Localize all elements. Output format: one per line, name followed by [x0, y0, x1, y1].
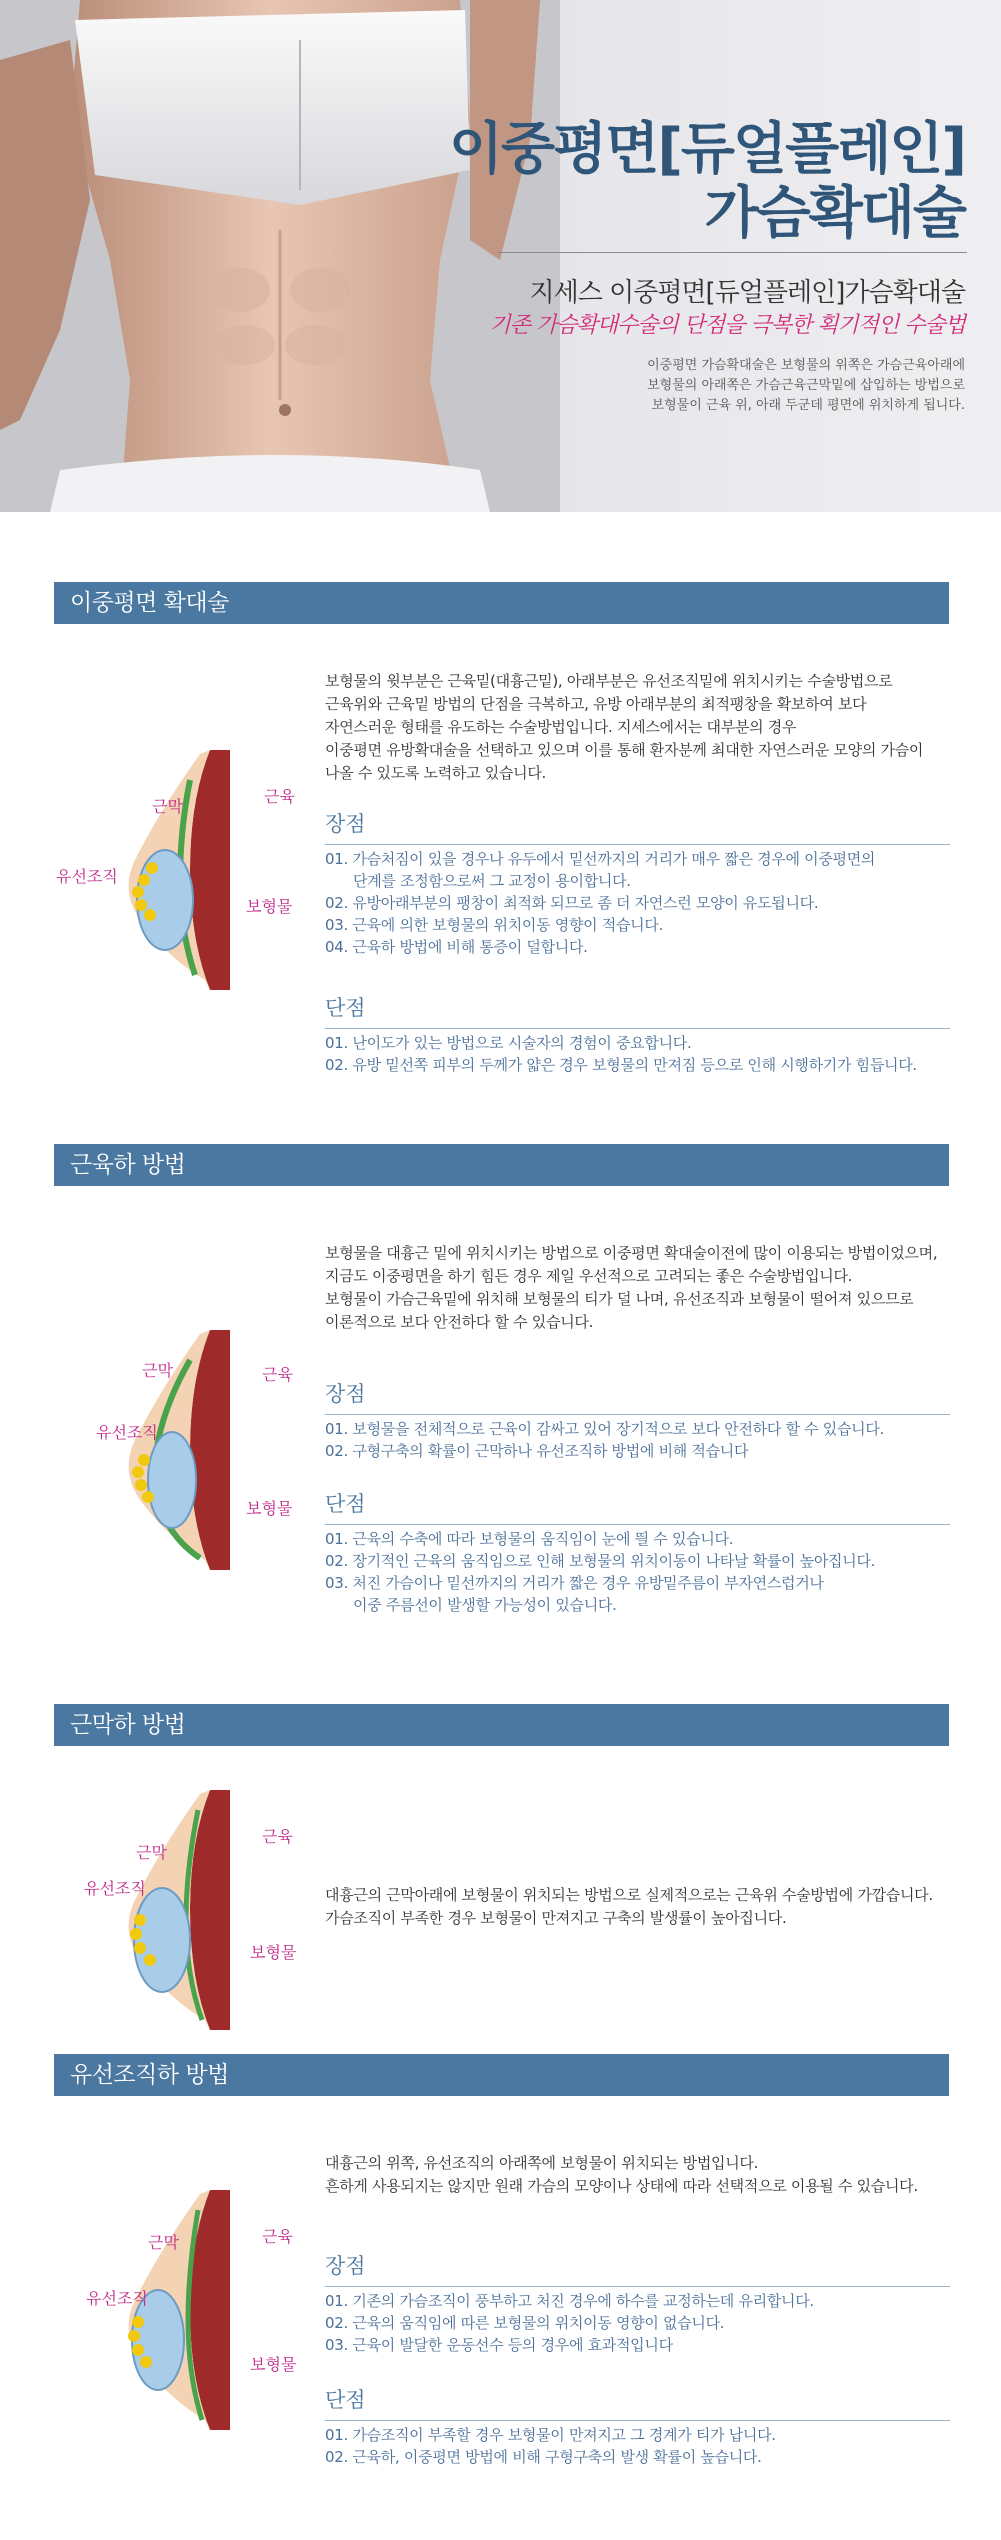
hero-description-line: 보형물의 아래쪽은 가슴근육근막밑에 삽입하는 방법으로 [647, 378, 965, 393]
list-item-continuation: 단계를 조정함으로써 그 교정이 용이합니다. [353, 872, 631, 890]
list-item: 02. 유방 밑선쪽 피부의 두께가 얇은 경우 보형물의 만져짐 등으로 인해 시행하기가 힘듭니다. [325, 1056, 917, 1074]
diagram-subglandular [40, 2180, 300, 2440]
list-item: 01. 가슴조직이 부족할 경우 보형물이 만져지고 그 경계가 티가 납니다. [325, 2426, 776, 2444]
hero-photo-torso [0, 0, 560, 512]
label-implant: 보형물 [250, 2355, 297, 2374]
label-implant: 보형물 [246, 897, 293, 916]
section-title-subglandular: 유선조직하 방법 [54, 2054, 949, 2096]
hero-title [449, 118, 965, 246]
intro-line: 보형물의 윗부분은 근육밑(대흉근밑), 아래부분은 유선조직밑에 위치시키는 수술방법으로 [325, 672, 893, 690]
section-title-submuscular: 근육하 방법 [54, 1144, 949, 1186]
intro-line: 보형물이 가슴근육밑에 위치해 보형물의 티가 덜 나며, 유선조직과 보형물이 떨어져 있으므로 [325, 1290, 914, 1308]
section-intro-subfascial [325, 1884, 965, 1930]
section-title-subfascial: 근막하 방법 [54, 1704, 949, 1746]
list-item: 01. 기존의 가슴조직이 풍부하고 처진 경우에 하수를 교정하는데 유리합니다. [325, 2292, 814, 2310]
label-gland: 유선조직 [96, 1423, 158, 1442]
cons-heading: 단점 [325, 2384, 950, 2421]
intro-line: 이론적으로 보다 안전하다 할 수 있습니다. [325, 1313, 594, 1331]
intro-line: 근육위와 근육밑 방법의 단점을 극복하고, 유방 아래부분의 최적팽창을 확보하여 보다 [325, 695, 867, 713]
list-item: 01. 보형물을 전체적으로 근육이 감싸고 있어 장기적으로 보다 안전하다 할 수 있습니다. [325, 1420, 885, 1438]
label-gland: 유선조직 [86, 2289, 148, 2308]
intro-line: 대흉근의 위쪽, 유선조직의 아래쪽에 보형물이 위치되는 방법입니다. [325, 2154, 759, 2172]
intro-line: 보형물을 대흉근 밑에 위치시키는 방법으로 이중평면 확대술이전에 많이 이용되는 방법이었으며, [325, 1244, 938, 1262]
label-fascia: 근막 [152, 797, 183, 816]
list-item: 02. 유방아래부분의 팽창이 최적화 되므로 좀 더 자연스런 모양이 유도됩니다. [325, 894, 819, 912]
breast-cross-section-illustration [40, 2180, 300, 2440]
hero-title-line2: 가슴확대술 [704, 181, 965, 246]
section-intro-submuscular [325, 1242, 965, 1334]
pros-list [325, 1418, 965, 1462]
pros-heading: 장점 [325, 2250, 950, 2287]
list-item: 03. 근육에 의한 보형물의 위치이동 영향이 적습니다. [325, 916, 664, 934]
hero-description-line: 이중평면 가슴확대술은 보형물의 위쪽은 가슴근육아래에 [647, 358, 965, 373]
pros-heading: 장점 [325, 1378, 950, 1415]
label-muscle: 근육 [264, 787, 295, 806]
list-item-continuation: 이중 주름선이 발생할 가능성이 있습니다. [353, 1596, 617, 1614]
label-gland: 유선조직 [56, 867, 118, 886]
hero-subtitle: 지세스 이중평면[듀얼플레인]가슴확대술 [529, 278, 965, 308]
label-gland: 유선조직 [84, 1879, 146, 1898]
section-intro-dual-plane [325, 670, 965, 785]
label-implant: 보형물 [250, 1943, 297, 1962]
label-fascia: 근막 [136, 1843, 167, 1862]
list-item [325, 1572, 965, 1616]
list-item-text: 01. 가슴처짐이 있을 경우나 유두에서 밑선까지의 거리가 매우 짧은 경우에 이중평면의 [325, 850, 876, 868]
section-intro-subglandular [325, 2152, 965, 2198]
hero-description-line: 보형물이 근육 위, 아래 두군데 평면에 위치하게 됩니다. [651, 398, 965, 413]
diagram-submuscular [40, 1320, 300, 1580]
label-fascia: 근막 [142, 1361, 173, 1380]
diagram-dual-plane [40, 740, 300, 1000]
breast-cross-section-illustration [40, 1780, 300, 2040]
label-fascia: 근막 [148, 2233, 179, 2252]
list-item: 01. 난이도가 있는 방법으로 시술자의 경험이 중요합니다. [325, 1034, 692, 1052]
hero-script-text: 기존 가슴확대수술의 단점을 극복한 획기적인 수술법 [489, 313, 965, 338]
list-item [325, 848, 965, 892]
intro-line: 가슴조직이 부족한 경우 보형물이 만져지고 구축의 발생률이 높아집니다. [325, 1909, 787, 1927]
label-implant: 보형물 [246, 1499, 293, 1518]
cons-list [325, 1032, 965, 1076]
list-item: 04. 근육하 방법에 비해 통증이 덜합니다. [325, 938, 588, 956]
intro-line: 이중평면 유방확대술을 선택하고 있으며 이를 통해 환자분께 최대한 자연스러운 모양의 가슴이 [325, 741, 924, 759]
cons-heading: 단점 [325, 1488, 950, 1525]
list-item: 02. 구형구축의 확률이 근막하나 유선조직하 방법에 비해 적습니다 [325, 1442, 749, 1460]
diagram-subfascial [40, 1780, 300, 2040]
pros-list [325, 2290, 965, 2356]
list-item: 01. 근육의 수축에 따라 보형물의 움직임이 눈에 띌 수 있습니다. [325, 1530, 734, 1548]
section-title-dual-plane: 이중평면 확대술 [54, 582, 949, 624]
hero-description [585, 356, 965, 416]
hero-banner [0, 0, 1001, 512]
label-muscle: 근육 [262, 2227, 293, 2246]
hero-divider [497, 252, 967, 253]
pros-list [325, 848, 965, 958]
cons-list [325, 2424, 965, 2468]
cons-heading: 단점 [325, 992, 950, 1029]
list-item: 03. 근육이 발달한 운동선수 등의 경우에 효과적입니다 [325, 2336, 673, 2354]
list-item: 02. 근육의 움직임에 따른 보형물의 위치이동 영향이 없습니다. [325, 2314, 725, 2332]
intro-line: 지금도 이중평면을 하기 힘든 경우 제일 우선적으로 고려되는 좋은 수술방법입니다. [325, 1267, 853, 1285]
list-item: 02. 장기적인 근육의 움직임으로 인해 보형물의 위치이동이 나타날 확률이 높아집니다. [325, 1552, 876, 1570]
label-muscle: 근육 [262, 1365, 293, 1384]
intro-line: 대흉근의 근막아래에 보형물이 위치되는 방법으로 실제적으로는 근육위 수술방법에 가깝습니다. [325, 1886, 933, 1904]
label-muscle: 근육 [262, 1827, 293, 1846]
list-item-text: 03. 처진 가슴이나 밑선까지의 거리가 짧은 경우 유방밑주름이 부자연스럽거나 [325, 1574, 824, 1592]
list-item: 02. 근육하, 이중평면 방법에 비해 구형구축의 발생 확률이 높습니다. [325, 2448, 762, 2466]
cons-list [325, 1528, 965, 1616]
pros-heading: 장점 [325, 808, 950, 845]
intro-line: 자연스러운 형태를 유도하는 수술방법입니다. 지세스에서는 대부분의 경우 [325, 718, 797, 736]
intro-line: 흔하게 사용되지는 않지만 원래 가슴의 모양이나 상태에 따라 선택적으로 이용될 수 있습니다. [325, 2177, 918, 2195]
intro-line: 나올 수 있도록 노력하고 있습니다. [325, 764, 547, 782]
hero-title-line1: 이중평면[듀얼플레인] [448, 117, 965, 182]
